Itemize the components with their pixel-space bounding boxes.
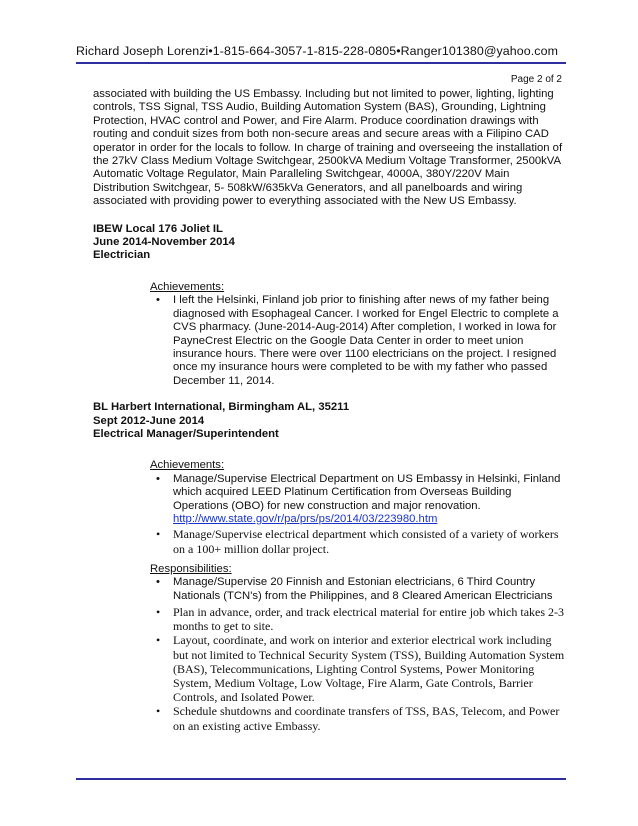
achievements-label: Achievements: [150, 459, 225, 472]
list-item [150, 576, 566, 603]
bullet-icon: • [156, 704, 161, 719]
list-item [150, 294, 566, 388]
intro-paragraph: associated with building the US Embassy. Including but not limited to power, lighting, lighting controls, TSS Signal, TSS Audio, Building Automation System (BAS), Grounding, Lightning Protection, HVAC control and Power, and Fire Alarm. Produce coordination drawings with routing and conduit sizes from both non-secure areas and secure areas with a Filipino CAD operator in order for the locals to follow. In charge of training and overseeing the installation of the 27kV Class Medium Voltage Switchgear, 2500kVA Medium Voltage Transformer, 2500kVA Automatic Voltage Regulator, Main Paralleling Switchgear, 4000A, 380Y/220V Main Distribution Switchgear, 5- 508kW/635kVa Generators, and all panelboards and wiring associated with providing power to everything associated with the New US Embassy. [93, 88, 563, 208]
embassy-press-link[interactable]: http://www.state.gov/r/pa/prs/ps/2014/03/223980.htm [173, 512, 438, 525]
achievement-text: Manage/Supervise electrical department which consisted of a variety of workers on a 100+ million dollar project. [173, 527, 559, 556]
achievements-section-harbert [150, 459, 566, 555]
responsibility-text: Manage/Supervise 20 Finnish and Estonian electricians, 6 Third Country Nationals (TCN's) from the Philippines, and 8 Cleared American Electricians [173, 576, 553, 602]
job-dates: Sept 2012-June 2014 [93, 414, 205, 427]
list-item [150, 473, 566, 527]
job-heading-ibew [93, 223, 566, 263]
bullet-icon: • [156, 472, 160, 485]
job-title: Electrician [93, 249, 151, 262]
responsibility-text: Plan in advance, order, and track electrical material for entire job which takes 2-3 months to get to site. [173, 605, 565, 634]
resume-body [93, 88, 566, 733]
job-dates: June 2014-November 2014 [93, 236, 235, 249]
achievement-text: Manage/Supervise Electrical Department on US Embassy in Helsinki, Finland which acquired LEED Platinum Certification from Overseas Building Operations (OBO) for new construction and major renovation. [173, 472, 561, 512]
job-heading-harbert [93, 401, 566, 441]
achievements-section-ibew [150, 281, 566, 388]
responsibilities-section-harbert [150, 563, 566, 733]
list-item [150, 605, 566, 633]
job-title: Electrical Manager/Superintendent [93, 427, 279, 440]
responsibilities-label: Responsibilities: [150, 562, 232, 575]
achievements-label: Achievements: [150, 280, 225, 293]
list-item [150, 633, 566, 704]
employer: BL Harbert International, Birmingham AL, 35211 [93, 401, 350, 414]
bullet-icon: • [156, 633, 161, 648]
responsibility-text: Layout, coordinate, and work on interior and exterior electrical work including but not limited to Technical Security System (TSS), Building Automation System (BAS), Telecommunications, Lighting Control Systems, Power Monitoring System, Medium Voltage, Low Voltage, Fire Alarm, Gate Controls, Barrier Controls, and Isolated Power. [173, 633, 565, 705]
list-item [150, 527, 566, 555]
responsibility-text: Schedule shutdowns and coordinate transfers of TSS, BAS, Telecom, and Power on an existing active Embassy. [173, 704, 560, 733]
bullet-icon: • [156, 576, 160, 589]
page-number: Page 2 of 2 [510, 74, 562, 85]
header-rule [76, 62, 566, 64]
bullet-icon: • [156, 294, 160, 307]
footer-rule [76, 778, 566, 780]
list-item [150, 704, 566, 732]
achievement-text: I left the Helsinki, Finland job prior to finishing after news of my father being diagnosed with Esophageal Cancer. I worked for Engel Electric to complete a CVS pharmacy. (June-2014-Aug-2014) After completion, I worked in Iowa for PayneCrest Electric on the Google Data Center in order to meet union insurance hours. There were over 1100 electricians on the project. I resigned once my insurance hours were completed to be with my father who passed December 11, 2014. [173, 294, 559, 387]
contact-header: Richard Joseph Lorenzi•1-815-664-3057-1-815-228-0805•Ranger101380@yahoo.com [76, 44, 559, 58]
employer: IBEW Local 176 Joliet IL [93, 222, 223, 235]
bullet-icon: • [156, 527, 161, 542]
bullet-icon: • [156, 605, 161, 619]
